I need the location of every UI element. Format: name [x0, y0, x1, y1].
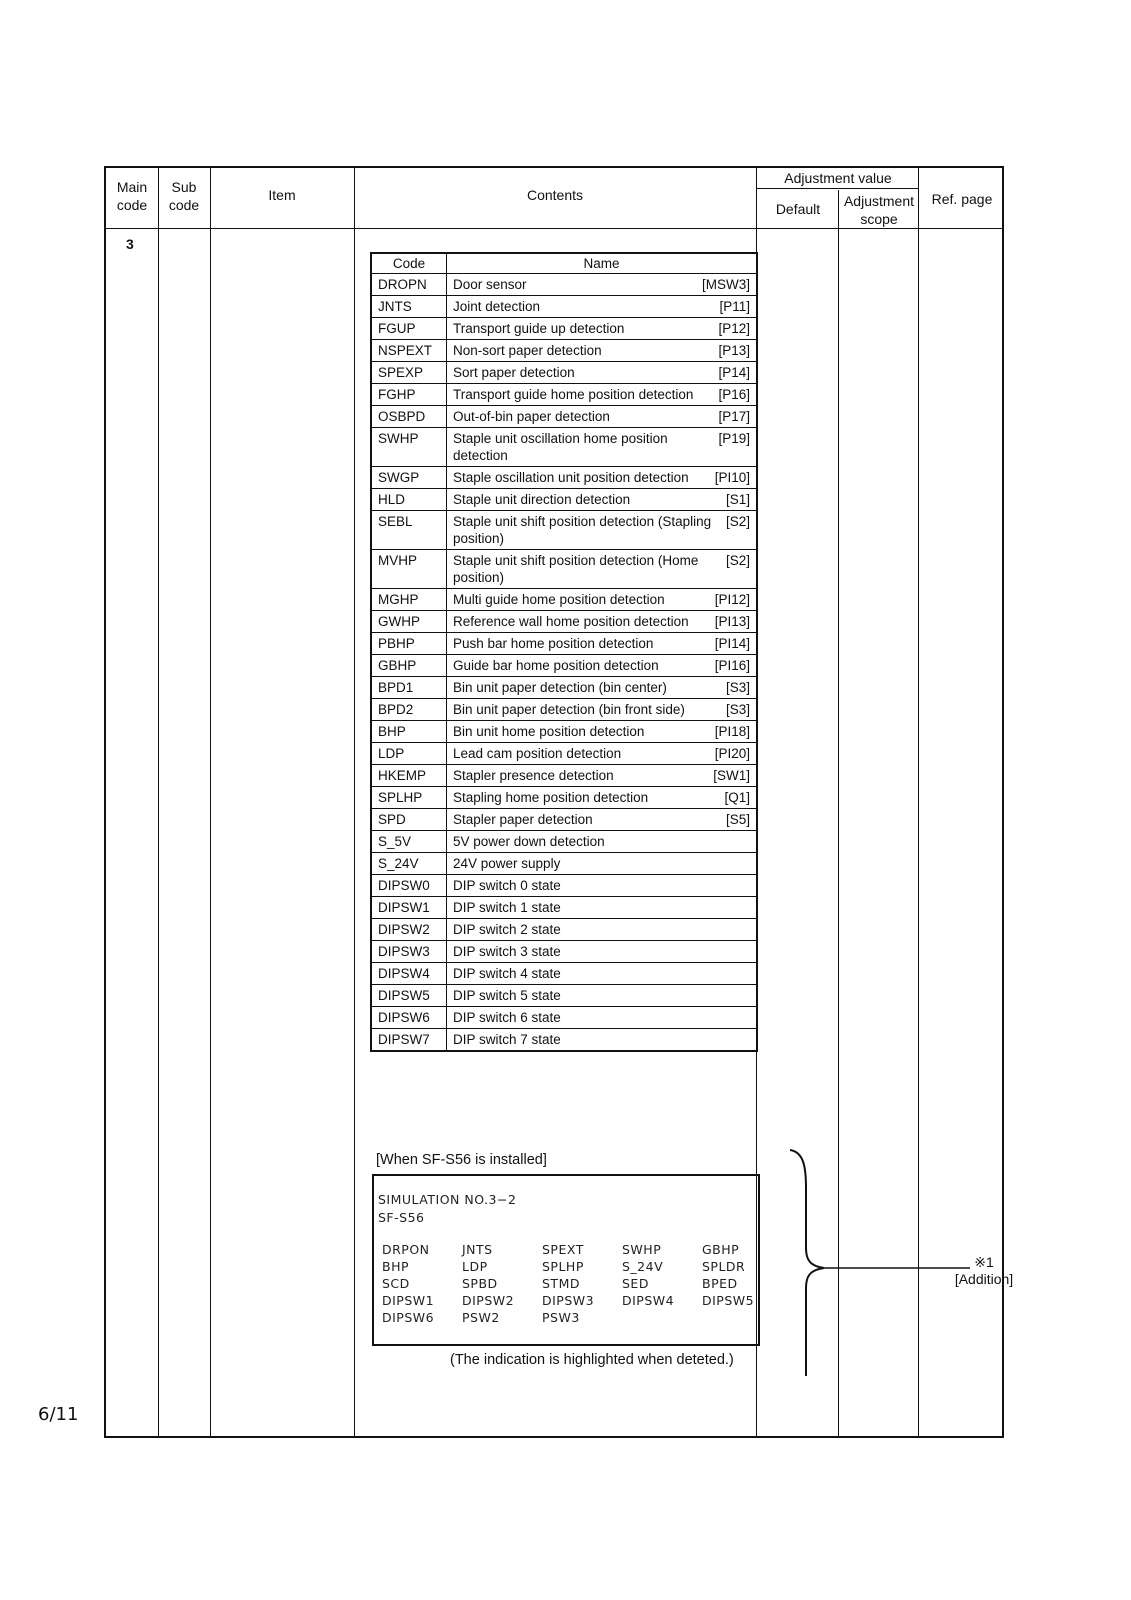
code-table-header: [371, 253, 757, 274]
code-table: [370, 252, 758, 1052]
code-table-body: [371, 274, 757, 1052]
table-row: [371, 589, 757, 611]
name-cell: [447, 699, 758, 721]
signal-name: Staple unit direction detection: [453, 492, 631, 507]
name-cell: [447, 511, 758, 550]
code-cell: HKEMP: [371, 765, 447, 787]
name-cell: [447, 875, 758, 897]
table-row: [371, 550, 757, 589]
signal-ref: [S3]: [725, 702, 750, 717]
code-cell: DIPSW6: [371, 1007, 447, 1029]
table-row: [371, 633, 757, 655]
name-cell: [447, 633, 758, 655]
simulation-item: GBHP: [702, 1242, 740, 1257]
name-cell: [447, 897, 758, 919]
signal-ref: [P17]: [718, 409, 750, 424]
signal-ref: [P19]: [718, 431, 750, 446]
signal-name: Bin unit home position detection: [453, 724, 645, 739]
name-column-header: Name: [447, 253, 758, 274]
main-code-value: 3: [126, 236, 134, 252]
name-cell: [447, 809, 758, 831]
name-cell: [447, 589, 758, 611]
header-adjustment-scope: Adjustment scope: [843, 193, 915, 227]
table-row: [371, 1029, 757, 1052]
signal-name: Multi guide home position detection: [453, 592, 665, 607]
simulation-item: DIPSW5: [702, 1293, 755, 1308]
code-cell: SEBL: [371, 511, 447, 550]
signal-ref: [PI20]: [714, 746, 750, 761]
name-cell: [447, 919, 758, 941]
header-bottom-line: [106, 228, 1002, 229]
signal-name: Sort paper detection: [453, 365, 575, 380]
signal-name: Stapling home position detection: [453, 790, 649, 805]
signal-name: Staple oscillation unit position detection: [453, 470, 689, 485]
simulation-item: SWHP: [622, 1242, 662, 1257]
table-row: [371, 941, 757, 963]
code-cell: SWGP: [371, 467, 447, 489]
table-row: [371, 677, 757, 699]
signal-name: DIP switch 1 state: [453, 900, 561, 915]
signal-name: Staple unit shift position detection (Home position): [453, 553, 699, 585]
table-row: [371, 985, 757, 1007]
simulation-item: DIPSW6: [382, 1310, 435, 1325]
signal-ref: [P14]: [718, 365, 750, 380]
table-row: [371, 489, 757, 511]
col-divider: [210, 168, 211, 1436]
table-row: [371, 428, 757, 467]
signal-name: DIP switch 5 state: [453, 988, 561, 1003]
when-installed-label: [When SF-S56 is installed]: [376, 1152, 547, 1168]
code-cell: SPEXP: [371, 362, 447, 384]
code-cell: BPD2: [371, 699, 447, 721]
simulation-item: SPLDR: [702, 1259, 746, 1274]
simulation-item: [622, 1310, 702, 1325]
name-cell: [447, 655, 758, 677]
name-cell: [447, 406, 758, 428]
simulation-item: BHP: [382, 1259, 410, 1274]
simulation-item: DIPSW3: [542, 1293, 595, 1308]
signal-name: Bin unit paper detection (bin front side): [453, 702, 685, 717]
name-cell: [447, 550, 758, 589]
table-row: [371, 384, 757, 406]
signal-name: Lead cam position detection: [453, 746, 622, 761]
simulation-item: LDP: [462, 1259, 488, 1274]
table-row: [371, 897, 757, 919]
signal-name: 24V power supply: [453, 856, 561, 871]
table-row: [371, 655, 757, 677]
name-cell: [447, 340, 758, 362]
code-cell: HLD: [371, 489, 447, 511]
header-main-code: Main code: [116, 179, 148, 213]
name-cell: [447, 963, 758, 985]
code-cell: DIPSW1: [371, 897, 447, 919]
highlight-note: (The indication is highlighted when deteted.): [450, 1352, 734, 1368]
signal-ref: [PI10]: [714, 470, 750, 485]
simulation-item: BPED: [702, 1276, 738, 1291]
signal-ref: [P11]: [719, 299, 750, 314]
signal-name: DIP switch 6 state: [453, 1010, 561, 1025]
signal-ref: [P13]: [718, 343, 750, 358]
table-row: [371, 853, 757, 875]
name-cell: [447, 853, 758, 875]
code-cell: SPD: [371, 809, 447, 831]
name-cell: [447, 765, 758, 787]
code-cell: DIPSW3: [371, 941, 447, 963]
code-cell: DIPSW7: [371, 1029, 447, 1052]
code-cell: GBHP: [371, 655, 447, 677]
ref-addition-note: [944, 1254, 1024, 1288]
header-default: Default: [775, 201, 821, 217]
signal-name: Push bar home position detection: [453, 636, 654, 651]
code-cell: SPLHP: [371, 787, 447, 809]
code-cell: OSBPD: [371, 406, 447, 428]
table-row: [371, 406, 757, 428]
col-divider: [158, 168, 159, 1436]
simulation-item: [702, 1310, 772, 1325]
simulation-item: SPBD: [462, 1276, 498, 1291]
table-row: [371, 274, 757, 296]
name-cell: [447, 743, 758, 765]
code-column-header: Code: [371, 253, 447, 274]
signal-name: Non-sort paper detection: [453, 343, 602, 358]
signal-name: Bin unit paper detection (bin center): [453, 680, 667, 695]
code-cell: NSPEXT: [371, 340, 447, 362]
col-divider: [838, 190, 839, 228]
code-cell: FGUP: [371, 318, 447, 340]
signal-ref: [S2]: [725, 553, 750, 568]
table-row: [371, 875, 757, 897]
name-cell: [447, 721, 758, 743]
name-cell: [447, 296, 758, 318]
header-contents: Contents: [526, 187, 584, 203]
signal-name: Transport guide up detection: [453, 321, 625, 336]
signal-ref: [PI14]: [714, 636, 750, 651]
table-row: [371, 467, 757, 489]
name-cell: [447, 384, 758, 406]
name-cell: [447, 274, 758, 296]
simulation-item: SPLHP: [542, 1259, 584, 1274]
signal-ref: [S3]: [725, 680, 750, 695]
signal-name: DIP switch 4 state: [453, 966, 561, 981]
signal-name: Staple unit oscillation home position detection: [453, 431, 668, 463]
table-row: [371, 611, 757, 633]
header-ref-page: Ref. page: [931, 191, 993, 207]
table-row: [371, 831, 757, 853]
code-cell: JNTS: [371, 296, 447, 318]
simulation-item: DIPSW2: [462, 1293, 515, 1308]
name-cell: [447, 1007, 758, 1029]
table-row: [371, 809, 757, 831]
table-row: [371, 743, 757, 765]
signal-name: DIP switch 2 state: [453, 922, 561, 937]
code-cell: S_24V: [371, 853, 447, 875]
signal-name: DIP switch 7 state: [453, 1032, 561, 1047]
simulation-item: PSW2: [462, 1310, 500, 1325]
code-cell: S_5V: [371, 831, 447, 853]
signal-name: DIP switch 3 state: [453, 944, 561, 959]
table-row: [371, 699, 757, 721]
code-cell: DIPSW2: [371, 919, 447, 941]
signal-name: Stapler paper detection: [453, 812, 593, 827]
name-cell: [447, 467, 758, 489]
code-cell: DIPSW5: [371, 985, 447, 1007]
name-cell: [447, 941, 758, 963]
code-cell: SWHP: [371, 428, 447, 467]
name-cell: [447, 831, 758, 853]
name-cell: [447, 489, 758, 511]
simulation-title: SIMULATION NO.3−2: [378, 1192, 517, 1207]
signal-ref: [S1]: [725, 492, 750, 507]
header-adjustment-value: Adjustment value: [784, 170, 892, 186]
simulation-item: S_24V: [622, 1259, 664, 1274]
simulation-item: STMD: [542, 1276, 580, 1291]
name-cell: [447, 1029, 758, 1052]
simulation-item: DRPON: [382, 1242, 430, 1257]
signal-ref: [P12]: [718, 321, 750, 336]
code-cell: GWHP: [371, 611, 447, 633]
table-row: [371, 963, 757, 985]
signal-ref: [PI18]: [714, 724, 750, 739]
code-cell: PBHP: [371, 633, 447, 655]
signal-name: Reference wall home position detection: [453, 614, 689, 629]
table-row: [371, 787, 757, 809]
code-cell: MGHP: [371, 589, 447, 611]
adjustment-split-line: [756, 188, 918, 189]
signal-name: Staple unit shift position detection (Stapling position): [453, 514, 712, 546]
table-row: [371, 1007, 757, 1029]
signal-name: Door sensor: [453, 277, 527, 292]
code-cell: BPD1: [371, 677, 447, 699]
simulation-item: DIPSW1: [382, 1293, 435, 1308]
table-row: [371, 362, 757, 384]
signal-ref: [PI12]: [714, 592, 750, 607]
simulation-item: SPEXT: [542, 1242, 584, 1257]
page-number: 6/11: [38, 1404, 79, 1425]
table-row: [371, 296, 757, 318]
simulation-model: SF-S56: [378, 1210, 425, 1225]
signal-name: DIP switch 0 state: [453, 878, 561, 893]
signal-name: 5V power down detection: [453, 834, 605, 849]
simulation-screen-box: [372, 1174, 760, 1346]
name-cell: [447, 362, 758, 384]
name-cell: [447, 985, 758, 1007]
name-cell: [447, 677, 758, 699]
signal-ref: [MSW3]: [701, 277, 750, 292]
code-cell: BHP: [371, 721, 447, 743]
name-cell: [447, 611, 758, 633]
simulation-item: SED: [622, 1276, 649, 1291]
code-cell: DIPSW4: [371, 963, 447, 985]
table-row: [371, 511, 757, 550]
table-row: [371, 765, 757, 787]
signal-name: Joint detection: [453, 299, 541, 314]
signal-name: Out-of-bin paper detection: [453, 409, 610, 424]
signal-ref: [S2]: [725, 514, 750, 529]
signal-ref: [Q1]: [724, 790, 750, 805]
table-row: [371, 721, 757, 743]
simulation-item: DIPSW4: [622, 1293, 675, 1308]
name-cell: [447, 318, 758, 340]
table-row: [371, 318, 757, 340]
code-cell: DIPSW0: [371, 875, 447, 897]
table-row: [371, 340, 757, 362]
signal-name: Stapler presence detection: [453, 768, 614, 783]
signal-ref: [P16]: [718, 387, 750, 402]
table-row: [371, 919, 757, 941]
signal-ref: [S5]: [725, 812, 750, 827]
simulation-item-grid: [382, 1242, 772, 1325]
name-cell: [447, 787, 758, 809]
signal-name: Guide bar home position detection: [453, 658, 659, 673]
signal-ref: [PI16]: [714, 658, 750, 673]
signal-name: Transport guide home position detection: [453, 387, 694, 402]
signal-ref: [PI13]: [714, 614, 750, 629]
code-cell: DROPN: [371, 274, 447, 296]
name-cell: [447, 428, 758, 467]
code-cell: FGHP: [371, 384, 447, 406]
ref-addition-text: [Addition]: [954, 1271, 1014, 1287]
ref-mark: ※1: [974, 1254, 994, 1270]
signal-ref: [SW1]: [713, 768, 750, 783]
simulation-item: JNTS: [462, 1242, 493, 1257]
col-divider: [354, 168, 355, 1436]
simulation-item: SCD: [382, 1276, 410, 1291]
code-cell: LDP: [371, 743, 447, 765]
header-sub-code: Sub code: [168, 179, 200, 213]
header-item: Item: [268, 187, 296, 203]
simulation-item: PSW3: [542, 1310, 580, 1325]
code-cell: MVHP: [371, 550, 447, 589]
